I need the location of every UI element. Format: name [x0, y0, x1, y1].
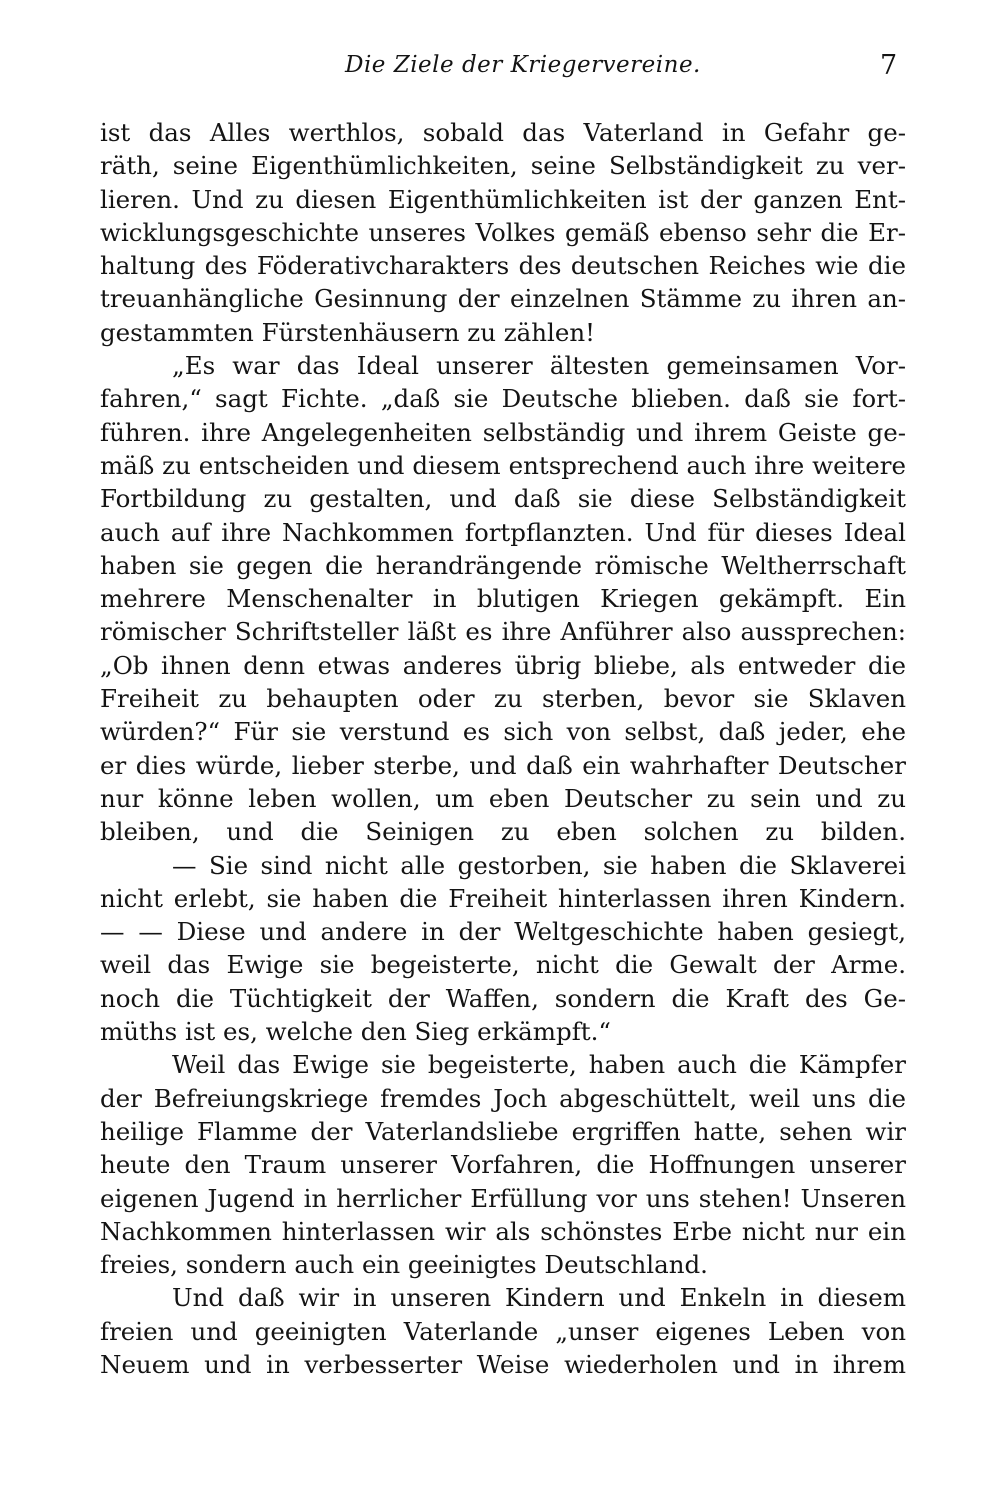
text-line: müths ist es, welche den Sieg erkämpft.“: [100, 1017, 611, 1047]
text-line: freien und geeinigten Vaterlande „unser eigenes Leben von: [100, 1316, 906, 1346]
text-line: würden?“ Für sie verstund es sich von selbst, daß jeder, ehe: [100, 717, 906, 747]
text-line: Freiheit zu behaupten oder zu sterben, bevor sie Sklaven: [100, 684, 906, 714]
text-line: „Ob ihnen denn etwas anderes übrig bliebe, als entweder die: [100, 650, 906, 680]
text-line: der Befreiungskriege fremdes Joch abgeschüttelt, weil uns die: [100, 1083, 906, 1113]
text-line: lieren. Und zu diesen Eigenthümlichkeiten ist der ganzen Ent-: [100, 184, 906, 214]
text-line: römischer Schriftsteller läßt es ihre Anführer also aussprechen:: [100, 617, 906, 647]
text-line: Nachkommen hinterlassen wir als schönstes Erbe nicht nur ein: [100, 1216, 906, 1246]
text-line: — Sie sind nicht alle gestorben, sie haben die Sklaverei: [172, 850, 906, 880]
text-line: weil das Ewige sie begeisterte, nicht die Gewalt der Arme.: [100, 950, 906, 980]
text-line: nur könne leben wollen, um eben Deutscher zu sein und zu: [100, 783, 906, 813]
text-line: räth, seine Eigenthümlichkeiten, seine Selbständigkeit zu ver-: [100, 151, 906, 181]
text-line: haben sie gegen die herandrängende römische Weltherrschaft: [100, 550, 906, 580]
text-line: Fortbildung zu gestalten, und daß sie diese Selbständigkeit: [100, 484, 906, 514]
text-line: auch auf ihre Nachkommen fortpflanzten. Und für dieses Ideal: [100, 517, 906, 547]
text-line: bleiben, und die Seinigen zu eben solchen zu bilden.: [100, 817, 906, 847]
body-text: [100, 116, 906, 1381]
text-line: Weil das Ewige sie begeisterte, haben auch die Kämpfer: [172, 1050, 906, 1080]
text-line: mehrere Menschenalter in blutigen Kriegen gekämpft. Ein: [100, 584, 906, 614]
text-line: treuanhängliche Gesinnung der einzelnen Stämme zu ihren an-: [100, 284, 906, 314]
text-line: — — Diese und andere in der Weltgeschichte haben gesiegt,: [100, 917, 906, 947]
text-line: heilige Flamme der Vaterlandsliebe ergriffen hatte, sehen wir: [100, 1116, 906, 1146]
text-line: eigenen Jugend in herrlicher Erfüllung vor uns stehen! Unseren: [100, 1183, 906, 1213]
running-head: Die Ziele der Kriegervereine.: [345, 52, 701, 78]
text-line: fahren,“ sagt Fichte. „daß sie Deutsche blieben. daß sie fort-: [100, 384, 906, 414]
text-line: ist das Alles werthlos, sobald das Vaterland in Gefahr ge-: [100, 118, 906, 147]
text-line: „Es war das Ideal unserer ältesten gemeinsamen Vor-: [172, 351, 906, 381]
text-line: mäß zu entscheiden und diesem entsprechend auch ihre weitere: [100, 450, 906, 480]
text-line: freies, sondern auch ein geeinigtes Deutschland.: [100, 1250, 708, 1280]
text-line: führen. ihre Angelegenheiten selbständig und ihrem Geiste ge-: [100, 417, 906, 447]
text-line: gestammten Fürstenhäusern zu zählen!: [100, 317, 596, 347]
text-line: Neuem und in verbesserter Weise wiederholen und in ihrem: [100, 1349, 906, 1379]
text-line: haltung des Föderativcharakters des deutschen Reiches wie die: [100, 251, 906, 281]
text-line: wicklungsgeschichte unseres Volkes gemäß ebenso sehr die Er-: [100, 217, 906, 247]
page-number: 7: [880, 50, 898, 81]
text-line: Und daß wir in unseren Kindern und Enkeln in diesem: [172, 1283, 906, 1313]
text-line: heute den Traum unserer Vorfahren, die Hoffnungen unserer: [100, 1150, 906, 1180]
text-line: er dies würde, lieber sterbe, und daß ein wahrhafter Deutscher: [100, 750, 906, 780]
text-line: noch die Tüchtigkeit der Waffen, sondern die Kraft des Ge-: [100, 983, 906, 1013]
text-line: nicht erlebt, sie haben die Freiheit hinterlassen ihren Kindern.: [100, 883, 906, 913]
